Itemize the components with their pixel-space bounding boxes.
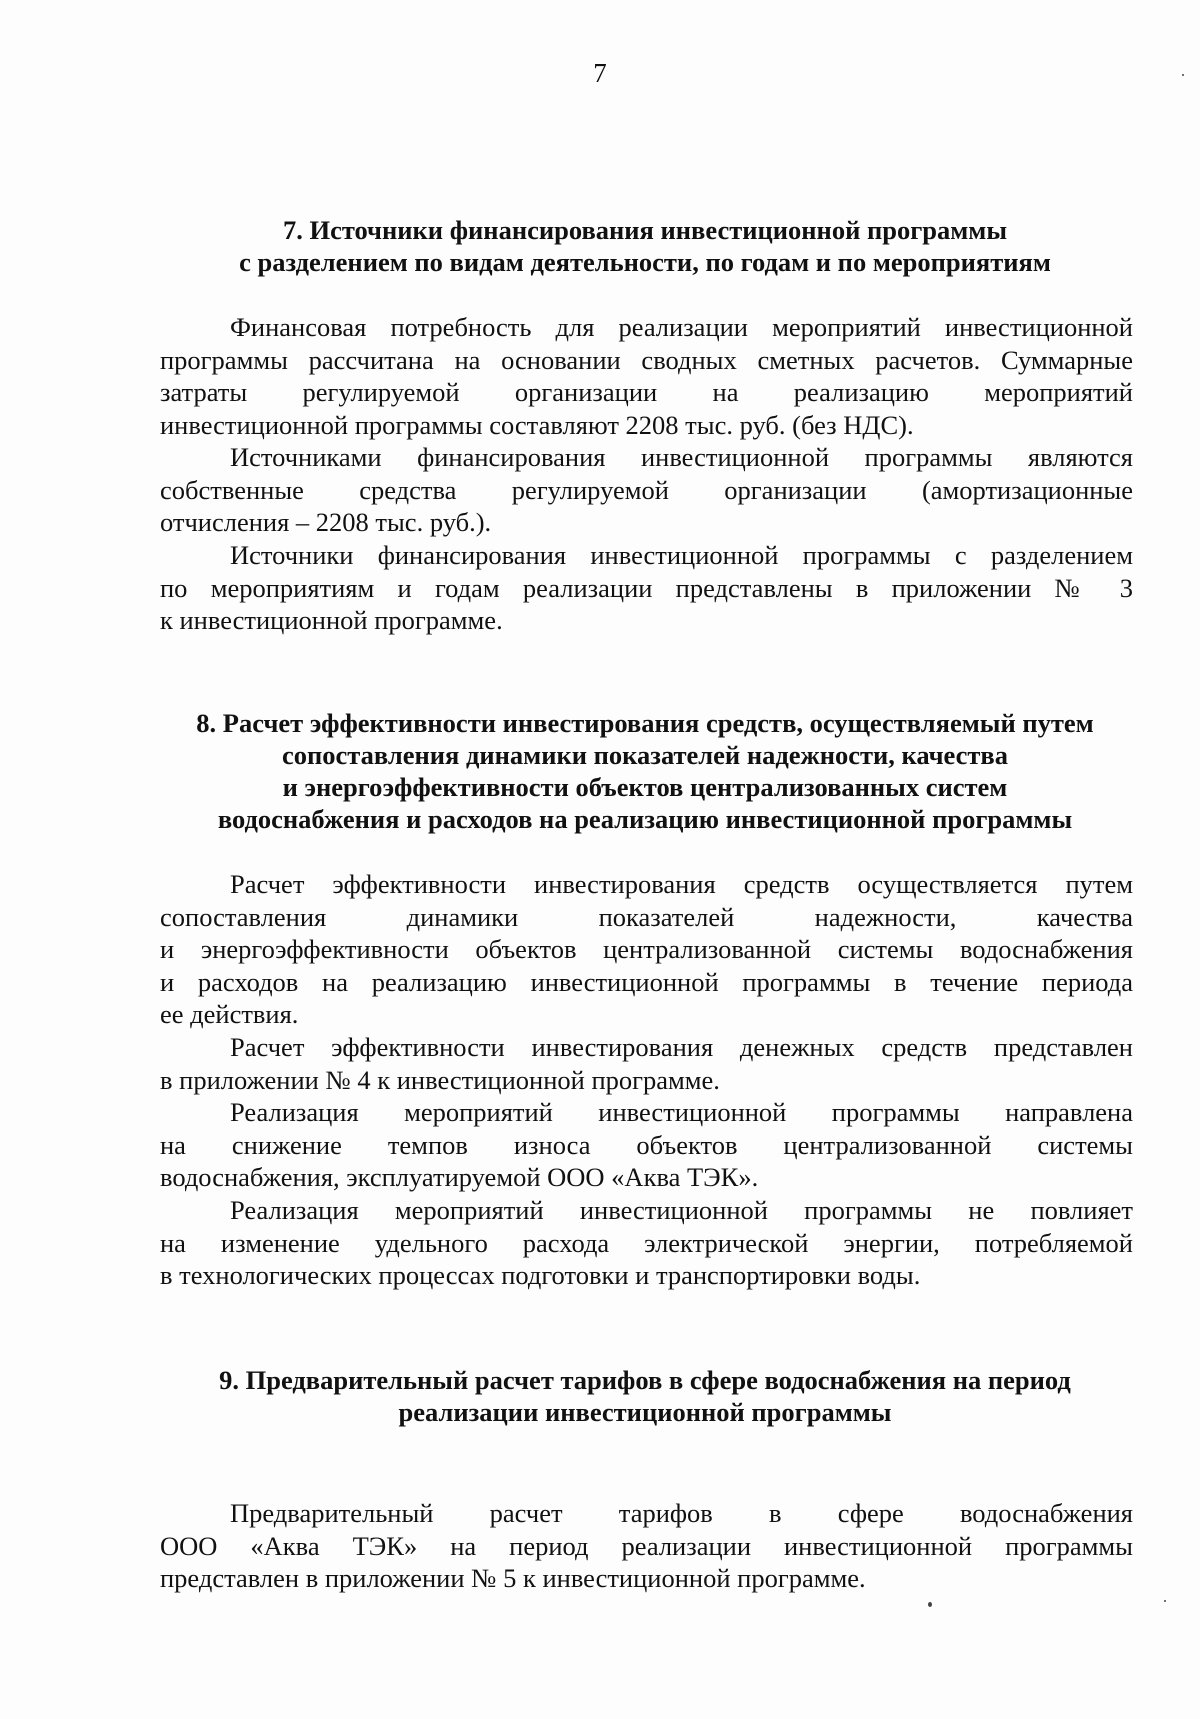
text-line: в технологических процессах подготовки и транспортировки воды. <box>160 1260 921 1290</box>
section-7-paragraph-2 <box>160 441 1133 539</box>
page-number: 7 <box>593 58 607 88</box>
section-7-paragraph-3 <box>160 539 1133 637</box>
section-8-paragraph-1 <box>160 868 1133 1031</box>
text-line: ее действия. <box>160 999 299 1029</box>
heading-line: сопоставления динамики показателей надежности, качества <box>282 740 1008 770</box>
section-7-heading <box>150 214 1140 278</box>
text-line: затраты регулируемой организации на реализацию мероприятий <box>160 377 1133 407</box>
section-8-heading <box>150 707 1140 835</box>
heading-line: реализации инвестиционной программы <box>398 1397 892 1427</box>
text-line: Расчет эффективности инвестирования денежных средств представлен <box>230 1032 1133 1062</box>
scan-speck <box>1182 74 1184 76</box>
text-line: к инвестиционной программе. <box>160 605 503 635</box>
text-line: на снижение темпов износа объектов централизованной системы <box>160 1129 1133 1160</box>
text-line: Реализация мероприятий инвестиционной программы не повлияет <box>230 1195 1133 1225</box>
text-line: по мероприятиям и годам реализации представлены в приложении № 3 <box>160 572 1133 603</box>
heading-line: с разделением по видам деятельности, по годам и по мероприятиям <box>239 247 1051 277</box>
text-line: представлен в приложении № 5 к инвестиционной программе. <box>160 1563 866 1593</box>
heading-line: 9. Предварительный расчет тарифов в сфере водоснабжения на период <box>219 1365 1071 1395</box>
text-line: водоснабжения, эксплуатируемой ООО «Аква ТЭК». <box>160 1162 759 1192</box>
text-line: и энергоэффективности объектов централизованной системы водоснабжения <box>160 934 1133 964</box>
text-line: программы рассчитана на основании сводных сметных расчетов. Суммарные <box>160 344 1133 375</box>
section-9-paragraph-1 <box>160 1497 1133 1595</box>
heading-line: и энергоэффективности объектов централизованных систем <box>282 772 1008 802</box>
text-line: Реализация мероприятий инвестиционной программы направлена <box>230 1097 1133 1127</box>
text-line: в приложении № 4 к инвестиционной программе. <box>160 1064 720 1095</box>
text-line: сопоставления динамики показателей надежности, качества <box>160 901 1133 932</box>
text-line: Источниками финансирования инвестиционной программы являются <box>230 442 1133 472</box>
text-line: и расходов на реализацию инвестиционной программы в течение периода <box>160 966 1133 997</box>
text-line: отчисления – 2208 тыс. руб.). <box>160 507 492 537</box>
heading-line: 7. Источники финансирования инвестиционной программы <box>282 215 1008 245</box>
text-line: ООО «Аква ТЭК» на период реализации инвестиционной программы <box>160 1530 1133 1561</box>
text-line: собственные средства регулируемой организации (амортизационные <box>160 474 1133 505</box>
section-8-paragraph-3 <box>160 1096 1133 1194</box>
text-line: Расчет эффективности инвестирования средств осуществляется путем <box>230 869 1133 899</box>
section-8-paragraph-2 <box>160 1031 1133 1096</box>
heading-line: 8. Расчет эффективности инвестирования средств, осуществляемый путем <box>196 708 1094 738</box>
scan-speck <box>928 1602 932 1607</box>
section-7-paragraph-1 <box>160 311 1133 441</box>
section-9-heading <box>150 1364 1140 1428</box>
text-line: Источники финансирования инвестиционной программы с разделением <box>230 540 1133 570</box>
heading-line: водоснабжения и расходов на реализацию инвестиционной программы <box>217 804 1073 834</box>
text-line: Предварительный расчет тарифов в сфере водоснабжения <box>230 1498 1133 1528</box>
text-line: на изменение удельного расхода электрической энергии, потребляемой <box>160 1227 1133 1258</box>
scan-speck <box>1164 1600 1166 1602</box>
text-line: инвестиционной программы составляют 2208 тыс. руб. (без НДС). <box>160 409 914 440</box>
section-8-paragraph-4 <box>160 1194 1133 1292</box>
text-line: Финансовая потребность для реализации мероприятий инвестиционной <box>230 312 1133 342</box>
